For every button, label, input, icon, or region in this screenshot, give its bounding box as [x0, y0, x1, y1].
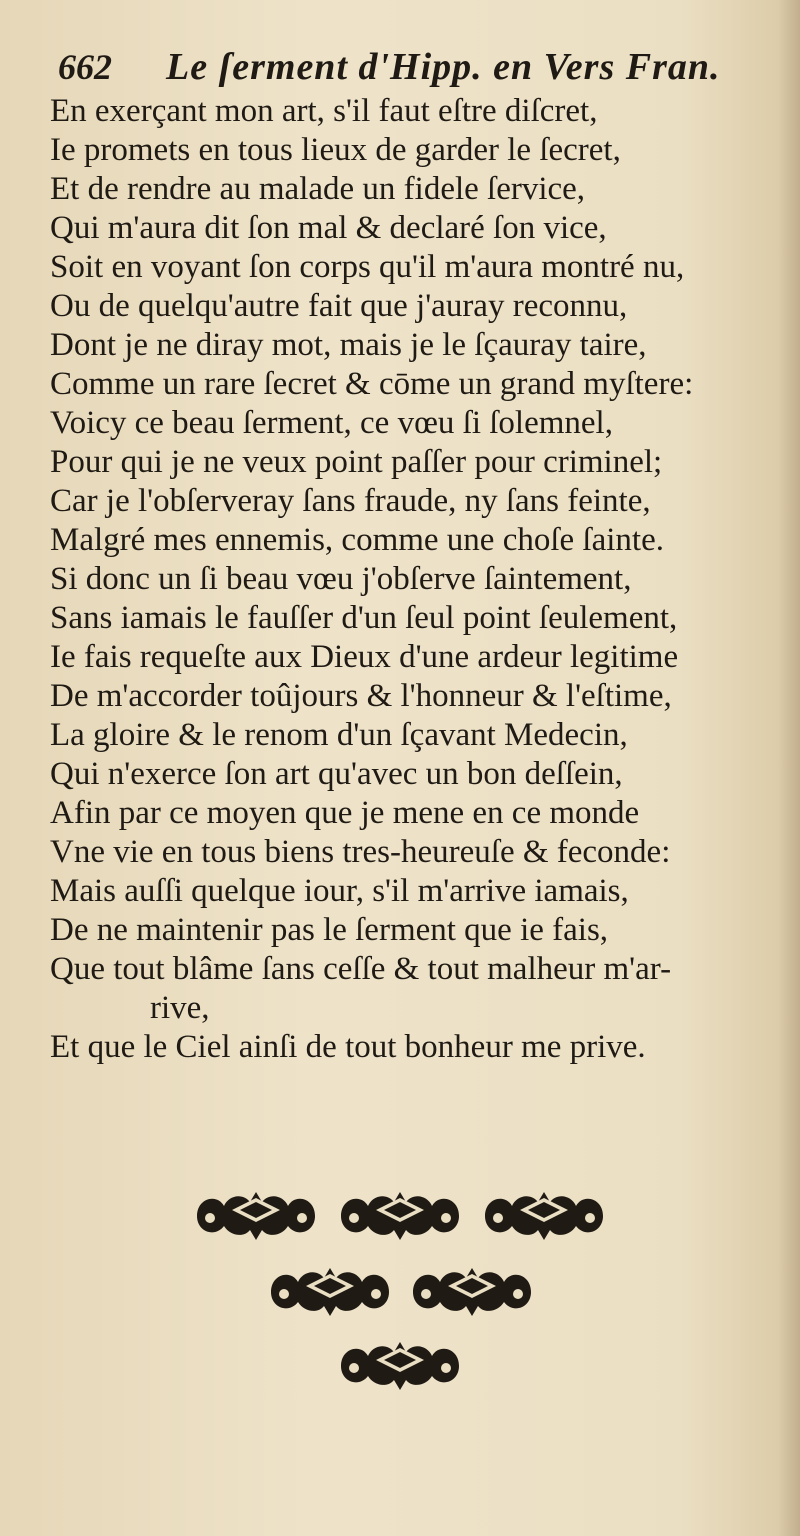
- poem-line: Pour qui je ne veux point paſſer pour criminel;: [50, 444, 663, 480]
- poem-line: La gloire & le renom d'un ſçavant Medecin,: [50, 717, 628, 753]
- poem-line: Mais auſſi quelque iour, s'il m'arrive iamais,: [50, 873, 629, 909]
- poem-line-continuation: rive,: [150, 990, 210, 1026]
- poem-line: Voicy ce beau ſerment, ce vœu ſi ſolemnel,: [50, 405, 613, 441]
- poem-line: Et de rendre au malade un fidele ſervice,: [50, 171, 586, 207]
- poem-line: Comme un rare ſecret & cōme un grand myſtere:: [50, 366, 694, 402]
- poem-line: Soit en voyant ſon corps qu'il m'aura montré nu,: [50, 249, 685, 285]
- poem-line: Ou de quelqu'autre fait que j'auray reconnu,: [50, 288, 628, 324]
- poem-line: De m'accorder toûjours & l'honneur & l'eſtime,: [50, 678, 672, 714]
- poem-line: Dont je ne diray mot, mais je le ſçauray taire,: [50, 327, 647, 363]
- running-title: Le ſerment d'Hipp. en Vers Fran.: [166, 46, 721, 88]
- poem-line: Qui m'aura dit ſon mal & declaré ſon vice,: [50, 210, 607, 246]
- poem-line: Malgré mes ennemis, comme une choſe ſainte.: [50, 522, 664, 558]
- poem-line: Sans iamais le fauſſer d'un ſeul point ſeulement,: [50, 600, 678, 636]
- poem-line: De ne maintenir pas le ſerment que ie fais,: [50, 912, 609, 948]
- poem-line: En exerçant mon art, s'il faut eſtre diſcret,: [50, 93, 598, 129]
- poem-line: Que tout blâme ſans ceſſe & tout malheur m'ar-: [50, 951, 672, 987]
- poem-line: Ie fais requeſte aux Dieux d'une ardeur legitime: [50, 639, 679, 675]
- poem-line: Et que le Ciel ainſi de tout bonheur me prive.: [50, 1029, 646, 1065]
- poem-line: Ie promets en tous lieux de garder le ſecret,: [50, 132, 621, 168]
- poem-line: Car je l'obſerveray ſans fraude, ny ſans feinte,: [50, 483, 651, 519]
- page-header: [58, 44, 778, 90]
- poem-line: Vne vie en tous biens tres-heureuſe & feconde:: [50, 834, 671, 870]
- poem-line: Afin par ce moyen que je mene en ce monde: [50, 795, 640, 831]
- poem-text: [50, 92, 770, 1067]
- page-number: 662: [58, 47, 112, 87]
- fleuron-ornament-icon: [180, 1180, 620, 1410]
- poem-line: Si donc un ſi beau vœu j'obſerve ſaintement,: [50, 561, 632, 597]
- poem-line: Qui n'exerce ſon art qu'avec un bon deſſein,: [50, 756, 623, 792]
